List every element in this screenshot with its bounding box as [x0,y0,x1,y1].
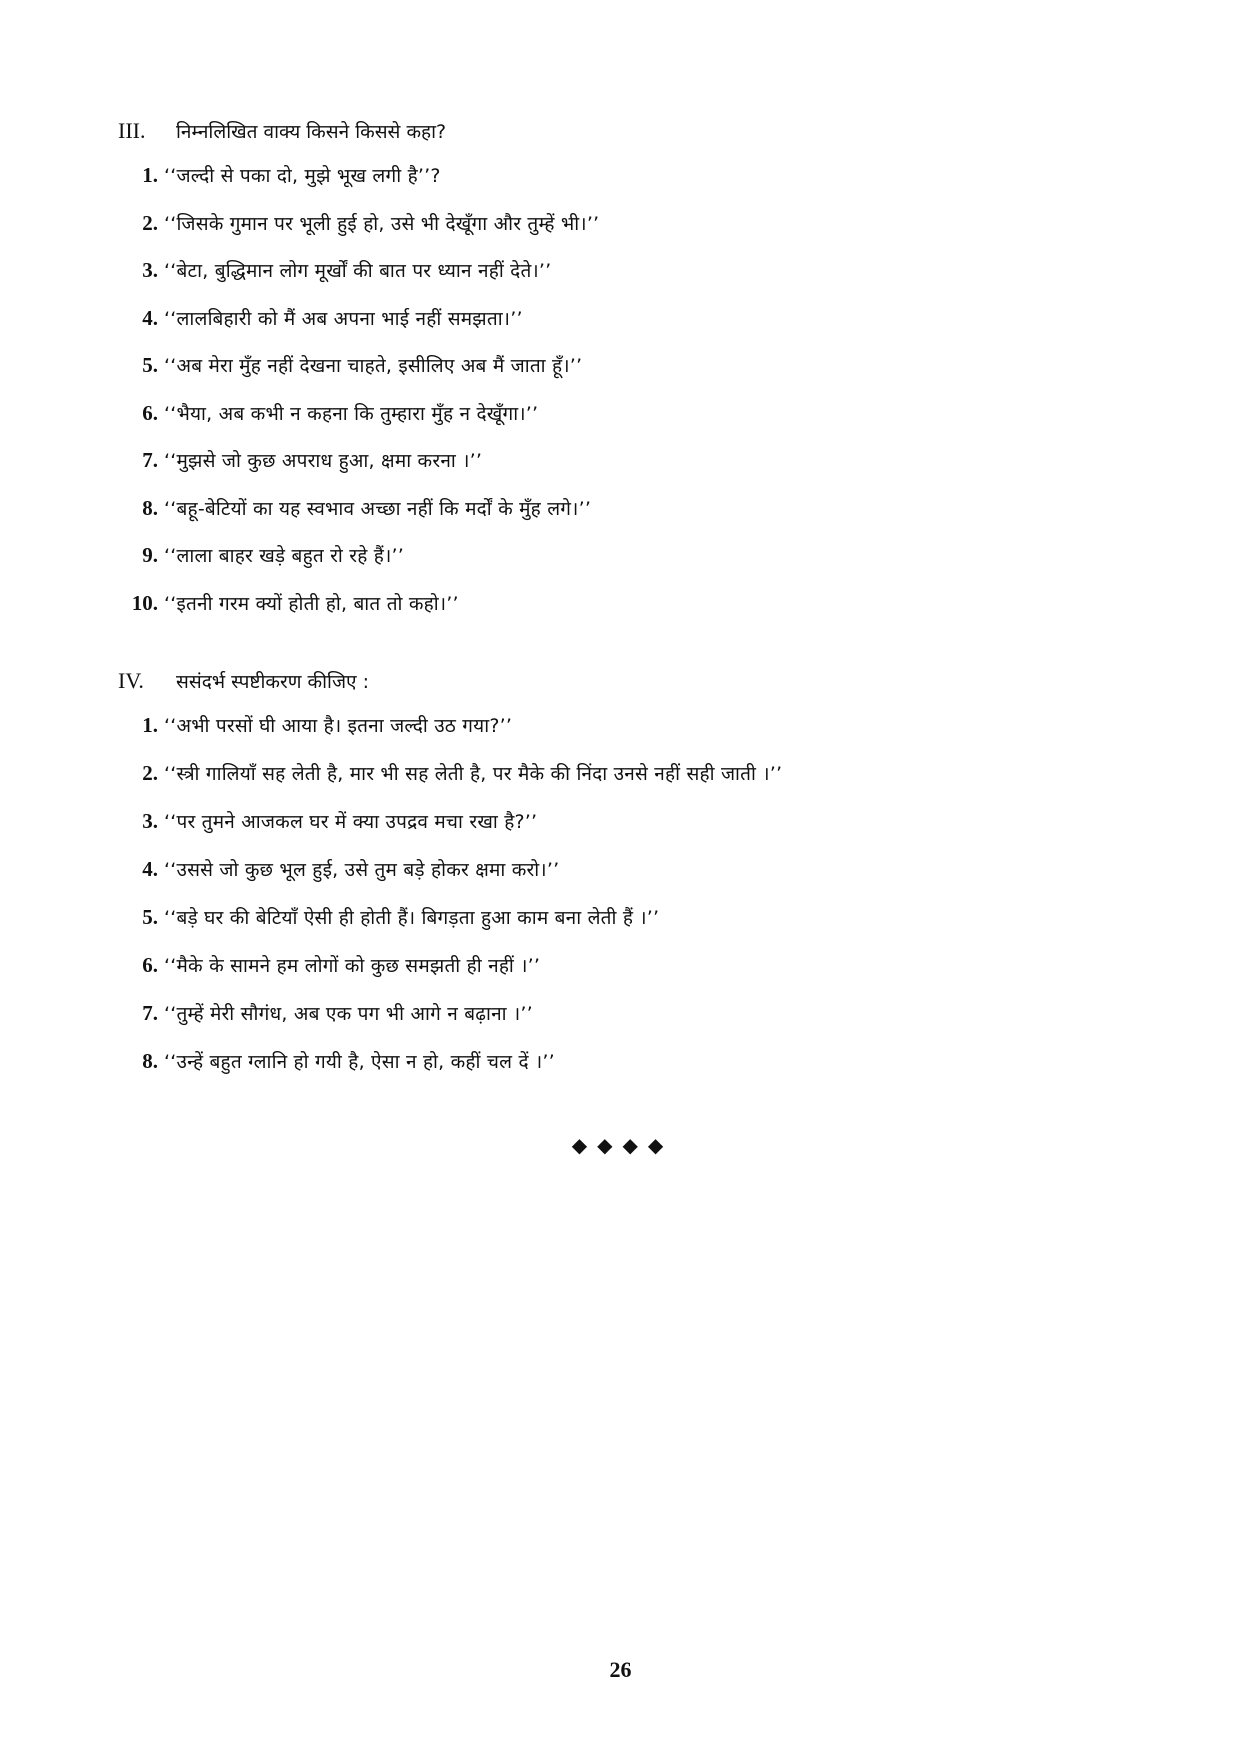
item-number: 6. [142,400,158,425]
item-number: 1. [142,713,158,737]
item-text: ‘‘मैके के सामने हम लोगों को कुछ समझती ही नहीं ।’’ [164,955,541,977]
item-number: 7. [142,1001,158,1025]
page-number: 26 [609,1657,632,1682]
item-text: ‘‘स्त्री गालियाँ सह लेती है, मार भी सह लेती है, पर मैके की निंदा उनसे नहीं सही जाती ।’’ [164,763,783,785]
diamond-icon: ◆ [647,1133,670,1157]
item-text: ‘‘मुझसे जो कुछ अपराध हुआ, क्षमा करना ।’’ [164,450,483,472]
list-item [118,760,1118,808]
section-four-heading: ससंदर्भ स्पष्टीकरण कीजिए : [176,671,369,693]
list-item [118,952,1118,1000]
item-text: ‘‘जल्दी से पका दो, मुझे भूख लगी है’’? [164,165,441,187]
diamond-icon: ◆ [571,1133,594,1157]
list-item [118,447,1118,495]
list-item [118,495,1118,543]
list-item [118,590,1118,638]
item-text: ‘‘जिसके गुमान पर भूली हुई हो, उसे भी देखूँगा और तुम्हें भी।’’ [164,212,600,235]
item-text: ‘‘लाला बाहर खड़े बहुत रो रहे हैं।’’ [164,545,404,567]
item-number: 9. [142,543,158,567]
item-number: 8. [142,495,158,520]
item-number: 3. [142,809,158,833]
list-item [118,808,1118,856]
item-text: ‘‘पर तुमने आजकल घर में क्या उपद्रव मचा रखा है?’’ [164,811,538,833]
section-four [118,668,1118,1096]
item-text: ‘‘बड़े घर की बेटियाँ ऐसी ही होती हैं। बिगड़ता हुआ काम बना लेती हैं ।’’ [164,907,660,929]
section-three-list [118,162,1118,637]
item-number: 4. [142,857,158,881]
item-number: 5. [142,353,158,377]
list-item [118,162,1118,210]
section-three-header [118,118,1118,158]
item-number: 3. [142,258,158,282]
section-three-numeral: III. [118,118,146,143]
list-item [118,542,1118,590]
section-separator [0,1133,1241,1157]
item-number: 10. [131,590,158,615]
item-text: ‘‘उससे जो कुछ भूल हुई, उसे तुम बड़े होकर क्षमा करो।’’ [164,859,560,881]
list-item [118,257,1118,305]
item-text: ‘‘बेटा, बुद्धिमान लोग मूर्खों की बात पर ध्यान नहीं देते।’’ [164,260,552,282]
list-item [118,712,1118,760]
item-text: ‘‘अब मेरा मुँह नहीं देखना चाहते, इसीलिए अब मैं जाता हूँ।’’ [164,355,583,377]
section-four-numeral: IV. [118,668,144,693]
list-item [118,1000,1118,1048]
item-text: ‘‘तुम्हें मेरी सौगंध, अब एक पग भी आगे न बढ़ाना ।’’ [164,1003,533,1025]
section-four-header [118,668,1118,708]
item-number: 1. [142,163,158,187]
item-number: 7. [142,448,158,472]
item-number: 2. [142,761,158,785]
diamond-icon: ◆ [622,1133,644,1157]
item-number: 6. [142,953,158,977]
list-item [118,904,1118,952]
item-text: ‘‘इतनी गरम क्यों होती हो, बात तो कहो।’’ [164,592,459,615]
section-four-list [118,712,1118,1096]
item-text: ‘‘लालबिहारी को मैं अब अपना भाई नहीं समझता।’’ [164,307,523,330]
list-item [118,352,1118,400]
item-text: ‘‘उन्हें बहुत ग्लानि हो गयी है, ऐसा न हो, कहीं चल दें ।’’ [164,1051,555,1073]
item-text: ‘‘भैया, अब कभी न कहना कि तुम्हारा मुँह न देखूँगा।’’ [164,402,539,425]
list-item [118,210,1118,258]
section-three-heading: निम्नलिखित वाक्य किसने किससे कहा? [176,121,447,143]
item-text: ‘‘अभी परसों घी आया है। इतना जल्दी उठ गया?’’ [164,715,513,737]
item-number: 4. [142,305,158,330]
section-three [118,118,1118,637]
list-item [118,400,1118,448]
item-number: 2. [142,210,158,235]
item-number: 5. [142,905,158,929]
list-item [118,856,1118,904]
item-text: ‘‘बहू-बेटियों का यह स्वभाव अच्छा नहीं कि मर्दों के मुँह लगे।’’ [164,497,592,520]
list-item [118,305,1118,353]
diamond-icon: ◆ [597,1133,619,1157]
list-item [118,1048,1118,1096]
item-number: 8. [142,1049,158,1073]
